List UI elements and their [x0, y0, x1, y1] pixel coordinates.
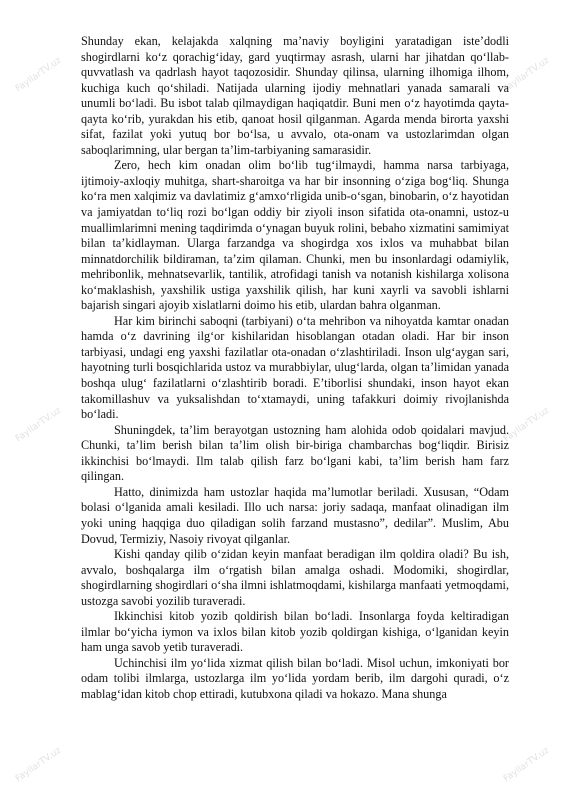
paragraph-7: Ikkinchisi kitob yozib qoldirish bilan bo‘ladi. Insonlarga foyda keltiradigan ilmlar bo‘yicha iymon va ixlos bilan kitob yozib qoldirgan kishiga, o‘lganidan keyin ham unga savob yetib turaveradi. [81, 609, 509, 655]
paragraph-5: Hatto, dinimizda ham ustozlar haqida ma’lumotlar beriladi. Xususan, “Odam bolasi o‘lganida amali kesiladi. Illo uch narsa: joriy sadaqa, manfaat olinadigan ilm yoki uning haqqiga duo qiladigan solih farzand mustasno”, dedilar”. Muslim, Abu Dovud, Termiziy, Nasoiy rivoyat qilganlar. [81, 484, 509, 546]
watermark-text: FayllarTV.uz [13, 745, 64, 785]
paragraph-6: Kishi qanday qilib o‘zidan keyin manfaat beradigan ilm qoldira oladi? Bu ish, avvalo, boshqalarga ilm o‘rgatish bilan amalga oshadi. Modomiki, shogirdlar, shogirdlarning shogirdlari o‘sha ilmni ishlatmoqdami, kishilarga manfaati yetmoqdami, ustozga savobi yozilib turaveradi. [81, 547, 509, 608]
paragraph-1: Shunday ekan, kelajakda xalqning ma’naviy boyligini yaratadigan iste’dodli shogirdlarni ko‘z qorachig‘iday, gard yuqtirmay asrash, ularni har jihatdan qo‘llab-quvvatlash va qadrlash hayot taqozosidir. Shunday qilinsa, ularning ilhomiga ilhom, kuchiga kuch qo‘shiladi. Natijada ularning ijodiy mehnatlari yanada samarali va unumli bo‘ladi. Bu isbot talab qilmaydigan haqiqatdir. Buni men o‘z hayotimda qayta-qayta ko‘rib, yurakdan his etib, qanoat hosil qilganman. Agarda menda birorta yaxshi sifat, fazilat yoki yutuq bor bo‘lsa, u avvalo, ota-onam va ustozlarimdan olgan saboqlarimning, ular bergan ta’lim-tarbiyaning samarasidir. [81, 34, 509, 157]
watermark-text: FayllarTV.uz [501, 405, 552, 445]
paragraph-2: Zero, hech kim onadan olim bo‘lib tug‘ilmaydi, hamma narsa tarbiyaga, ijtimoiy-axloqiy muhitga, shart-sharoitga va har bir insonning o‘ziga bog‘liq. Shunga ko‘ra men xalqimiz va davlatimiz g‘amxo‘rligida unib-o‘sgan, binobarin, o‘z hayotidan va jamiyatdan to‘liq rozi bo‘lgan oddiy bir ziyoli inson sifatida ota-onamni, ustoz-u muallimlarimni mening taqdirimda o‘ynagan buyuk rolini, bebaho xizmatini samimiyat bilan ta’kidlayman. Ularga farzandga va shogirdga xos ixlos va muhabbat bilan minnatdorchilik bildiraman, ta’zim qilaman. Chunki, men bu insonlardagi odamiylik, mehribonlik, mehnatsevarlik, tantilik, atrofidagi tanish va notanish kishilarga xolisona ko‘maklashish, yaxshilik ustiga yaxshilik qilish, har kuni xayrli va savobli ishlarni bajarish singari ajoyib xislatlarni doimo his etib, ulardan bahra olganman. [81, 158, 509, 313]
watermark-text: FayllarTV.uz [13, 55, 64, 95]
document-body [81, 34, 509, 703]
watermark-text: FayllarTV.uz [501, 745, 552, 785]
watermark-text: FayllarTV.uz [13, 405, 64, 445]
paragraph-4: Shuningdek, ta’lim berayotgan ustozning ham alohida odob qoidalari mavjud. Chunki, ta’lim berish bilan ta’lim olish bir-biriga chambarchas bog‘liqdir. Birisiz ikkinchisi bo‘lmaydi. Ilm talab qilish farz bo‘lgani kabi, ta’lim berish ham farz qilingan. [81, 422, 509, 484]
watermark-text: FayllarTV.uz [501, 55, 552, 95]
paragraph-3: Har kim birinchi saboqni (tarbiyani) o‘ta mehribon va nihoyatda kamtar onadan hamda o‘z davrining ilg‘or kishilaridan hisoblangan otadan oladi. Har bir inson tarbiyasi, undagi eng yaxshi fazilatlar ota-onadan o‘zlashtiriladi. Inson ulg‘aygan sari, hayotning turli bosqichlarida ustoz va murabbiylar, ulug‘larda, olgan ta’limidan yanada boshqa ulug‘ fazilatlarni o‘zlashtirib boradi. E’tiborlisi shundaki, inson hayot ekan takomillashuv va yuksalishdan to‘xtamaydi, uning tafakkuri doimiy rivojlanishda bo‘ladi. [81, 313, 509, 422]
paragraph-8: Uchinchisi ilm yo‘lida xizmat qilish bilan bo‘ladi. Misol uchun, imkoniyati bor odam tolibi ilmlarga, ustozlarga ilm yo‘lida yordam berib, ilm dargohi quradi, o‘z mablag‘idan kitob chop ettiradi, kutubxona qiladi va hokazo. Mana shunga [81, 655, 509, 701]
